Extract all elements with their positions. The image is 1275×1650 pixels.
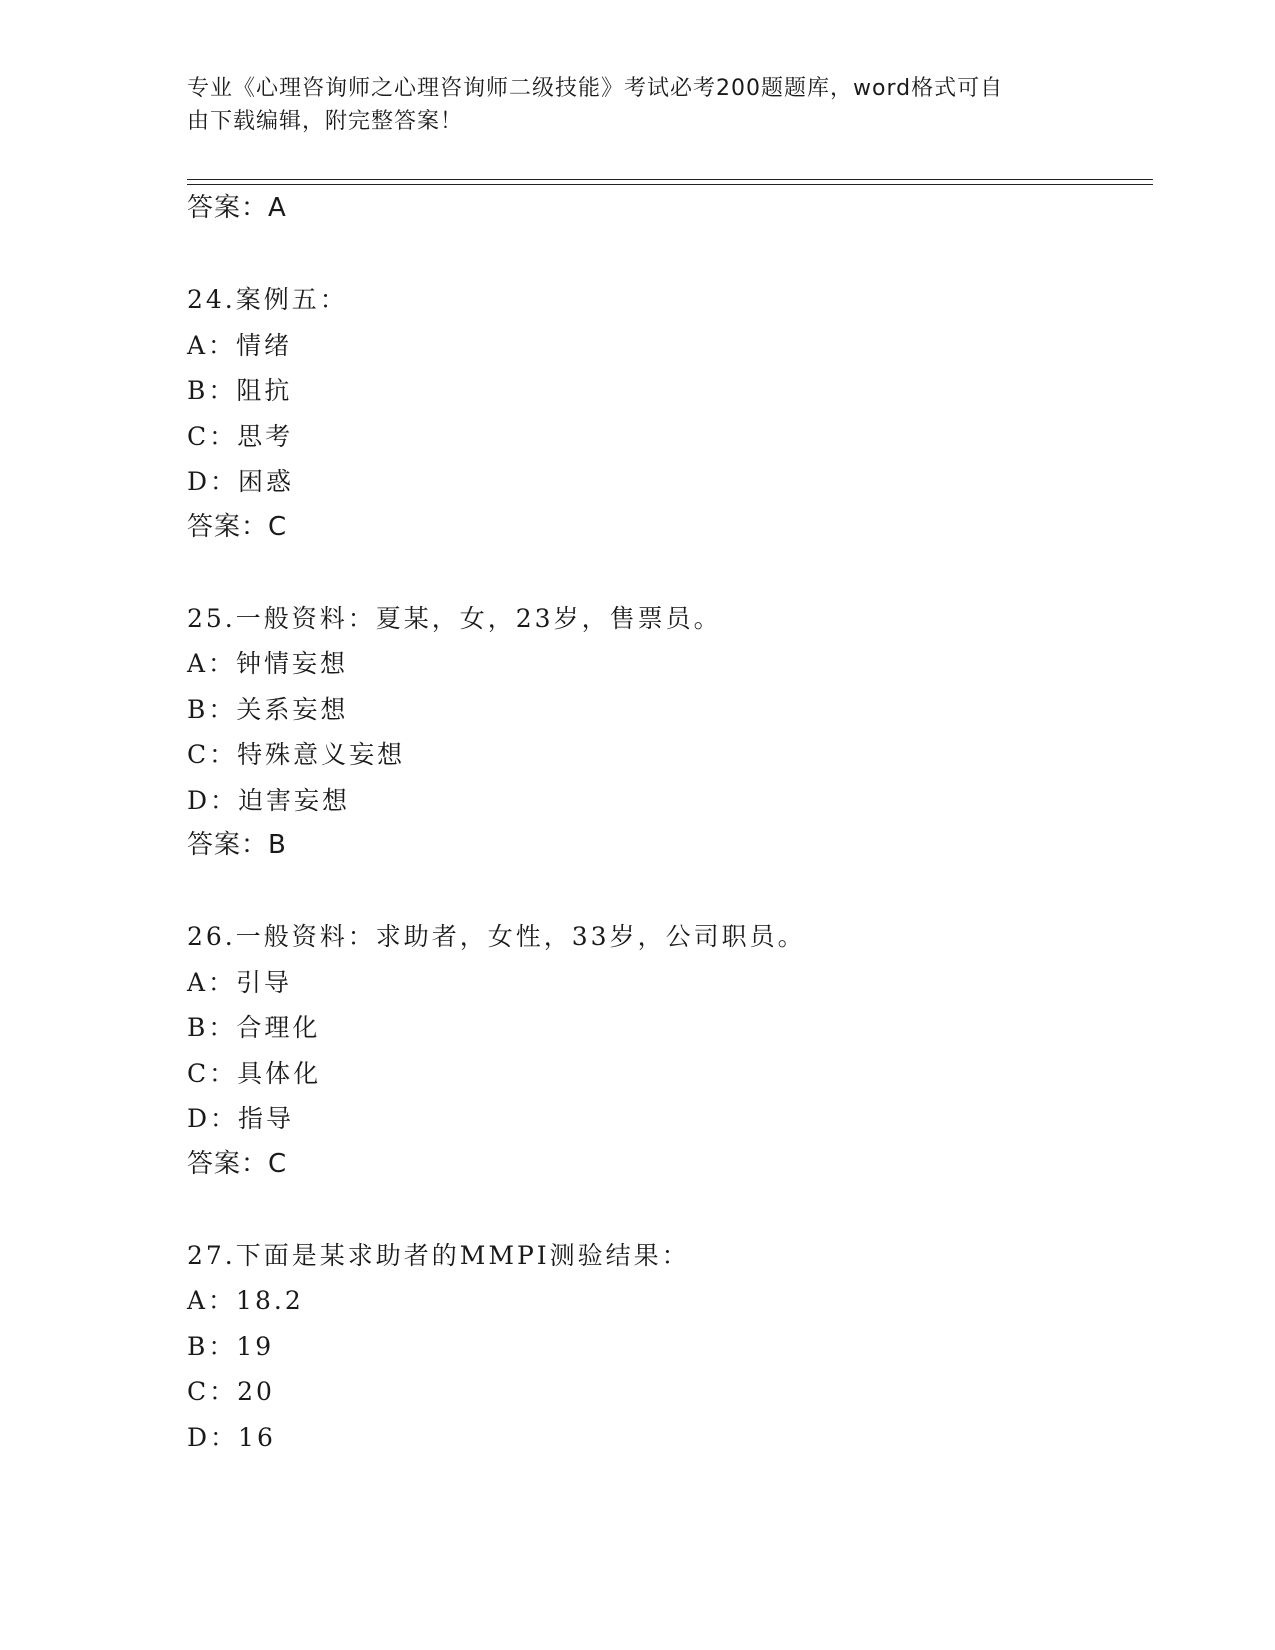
- document-header: [187, 72, 1067, 138]
- header-line-2: 由下载编辑，附完整答案！: [187, 109, 464, 134]
- answer-line: 答案：A: [187, 193, 287, 223]
- option-d: D：指导: [187, 1104, 295, 1133]
- option-a: A：18.2: [187, 1286, 304, 1315]
- header-line-1: 专业《心理咨询师之心理咨询师二级技能》考试必考200题题库，word格式可自: [187, 76, 1004, 101]
- option-d: D：迫害妄想: [187, 785, 351, 815]
- answer-line: 答案：C: [187, 1148, 288, 1179]
- question-stem: 24.案例五：: [187, 285, 348, 314]
- spacer: [187, 550, 1153, 596]
- answer-line: 答案：B: [187, 830, 287, 860]
- option-d: D：困惑: [187, 467, 295, 496]
- header-rule-bottom: [187, 184, 1153, 185]
- option-a: A：引导: [187, 967, 293, 997]
- question-25: [187, 596, 1153, 869]
- question-stem: 27.下面是某求助者的MMPI测验结果：: [187, 1240, 690, 1270]
- question-24: [187, 277, 1153, 550]
- option-d: D：16: [187, 1422, 276, 1452]
- option-b: B：合理化: [187, 1013, 321, 1042]
- question-26: [187, 914, 1153, 1187]
- option-b: B：19: [187, 1331, 275, 1361]
- option-c: C：特殊意义妄想: [187, 740, 406, 769]
- option-b: B：阻抗: [187, 376, 293, 405]
- option-a: A：钟情妄想: [187, 649, 349, 678]
- question-list: [187, 186, 1153, 1460]
- answer-line: 答案：C: [187, 511, 288, 542]
- option-c: C：具体化: [187, 1058, 322, 1088]
- question-stem: 26.一般资料：求助者，女性，33岁，公司职员。: [187, 922, 806, 951]
- option-c: C：20: [187, 1377, 275, 1406]
- option-b: B：关系妄想: [187, 694, 349, 724]
- option-a: A：情绪: [187, 330, 293, 360]
- spacer: [187, 869, 1153, 915]
- spacer: [187, 1187, 1153, 1233]
- header-rule-top: [187, 179, 1153, 180]
- question-stem: 25.一般资料：夏某，女，23岁，售票员。: [187, 603, 722, 633]
- option-c: C：思考: [187, 421, 294, 451]
- question-27: [187, 1233, 1153, 1461]
- spacer: [187, 232, 1153, 278]
